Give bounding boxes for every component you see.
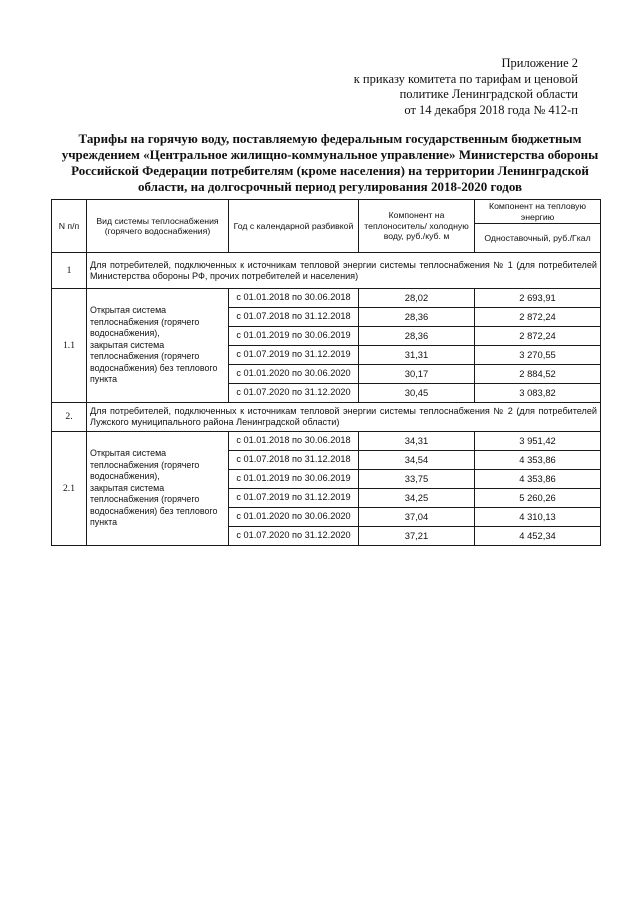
energy-value: 2 872,24 <box>475 308 601 327</box>
title-line: Российской Федерации потребителям (кроме населения) на территории Ленинградской <box>71 163 589 178</box>
energy-value: 3 951,42 <box>475 432 601 451</box>
group-text: Для потребителей, подключенных к источникам тепловой энергии системы теплоснабжения № 2 (для потребителей Лужского муниципального района Ленинградской области) <box>87 403 601 432</box>
title-line: Тарифы на горячую воду, поставляемую федеральным государственным бюджетным <box>78 131 582 146</box>
carrier-value: 31,31 <box>359 346 475 365</box>
energy-value: 4 353,86 <box>475 451 601 470</box>
carrier-value: 30,45 <box>359 384 475 403</box>
group-row <box>52 403 601 432</box>
carrier-value: 28,36 <box>359 308 475 327</box>
period-cell: с 01.07.2019 по 31.12.2019 <box>229 346 359 365</box>
period-cell: с 01.01.2019 по 30.06.2019 <box>229 470 359 489</box>
group-num: 2. <box>52 403 87 432</box>
carrier-value: 34,31 <box>359 432 475 451</box>
energy-value: 2 693,91 <box>475 289 601 308</box>
period-cell: с 01.07.2019 по 31.12.2019 <box>229 489 359 508</box>
energy-value: 4 310,13 <box>475 508 601 527</box>
table-row <box>52 432 601 451</box>
header-carrier: Компонент на теплоноситель/ холодную воду, руб./куб. м <box>359 200 475 253</box>
table-header-row <box>52 200 601 224</box>
system-type-open: Открытая система теплоснабжения (горячего водоснабжения), <box>90 305 200 339</box>
system-type-open: Открытая система теплоснабжения (горячего водоснабжения), <box>90 448 200 482</box>
carrier-value: 33,75 <box>359 470 475 489</box>
system-type-closed: закрытая система теплоснабжения (горячего водоснабжения) без теплового пункта <box>90 339 218 385</box>
group-text: Для потребителей, подключенных к источникам тепловой энергии системы теплоснабжения № 1 (для потребителей Министерства обороны РФ, прочих потребителей и населения) <box>87 253 601 289</box>
carrier-value: 34,54 <box>359 451 475 470</box>
appendix-line: от 14 декабря 2018 года № 412-п <box>404 102 578 117</box>
carrier-value: 37,21 <box>359 527 475 546</box>
period-cell: с 01.01.2020 по 30.06.2020 <box>229 508 359 527</box>
appendix-block <box>330 56 578 118</box>
group-row <box>52 253 601 289</box>
appendix-line: политике Ленинградской области <box>399 87 578 101</box>
period-cell: с 01.01.2020 по 30.06.2020 <box>229 365 359 384</box>
energy-value: 4 452,34 <box>475 527 601 546</box>
group-num: 1 <box>52 253 87 289</box>
period-cell: с 01.07.2020 по 31.12.2020 <box>229 384 359 403</box>
appendix-line: к приказу комитета по тарифам и ценовой <box>353 71 578 86</box>
header-year: Год с календарной разбивкой <box>229 200 359 253</box>
energy-value: 4 353,86 <box>475 470 601 489</box>
period-cell: с 01.01.2018 по 30.06.2018 <box>229 432 359 451</box>
system-type-cell <box>87 289 229 403</box>
energy-value: 5 260,26 <box>475 489 601 508</box>
header-energy-sub: Одноставочный, руб./Гкал <box>475 224 601 253</box>
table-row <box>52 289 601 308</box>
title-line: области, на долгосрочный период регулирования 2018-2020 годов <box>137 179 523 194</box>
energy-value: 2 884,52 <box>475 365 601 384</box>
system-type-closed: закрытая система теплоснабжения (горячего водоснабжения) без теплового пункта <box>90 482 218 528</box>
energy-value: 3 270,55 <box>475 346 601 365</box>
period-cell: с 01.01.2018 по 30.06.2018 <box>229 289 359 308</box>
carrier-value: 28,02 <box>359 289 475 308</box>
header-num: N п/п <box>52 200 87 253</box>
appendix-line: Приложение 2 <box>501 56 578 70</box>
period-cell: с 01.07.2018 по 31.12.2018 <box>229 308 359 327</box>
period-cell: с 01.07.2020 по 31.12.2020 <box>229 527 359 546</box>
period-cell: с 01.01.2019 по 30.06.2019 <box>229 327 359 346</box>
period-cell: с 01.07.2018 по 31.12.2018 <box>229 451 359 470</box>
header-energy: Компонент на тепловую энергию <box>475 200 601 224</box>
title-line: учреждением «Центральное жилищно-коммунальное управление» Министерства обороны <box>61 147 599 162</box>
energy-value: 2 872,24 <box>475 327 601 346</box>
sub-num: 1.1 <box>52 289 87 403</box>
carrier-value: 34,25 <box>359 489 475 508</box>
document-title <box>60 131 600 195</box>
carrier-value: 28,36 <box>359 327 475 346</box>
system-type-cell <box>87 432 229 546</box>
carrier-value: 37,04 <box>359 508 475 527</box>
tariff-table <box>51 199 601 546</box>
header-system: Вид системы теплоснабжения (горячего водоснабжения) <box>87 200 229 253</box>
carrier-value: 30,17 <box>359 365 475 384</box>
energy-value: 3 083,82 <box>475 384 601 403</box>
sub-num: 2.1 <box>52 432 87 546</box>
